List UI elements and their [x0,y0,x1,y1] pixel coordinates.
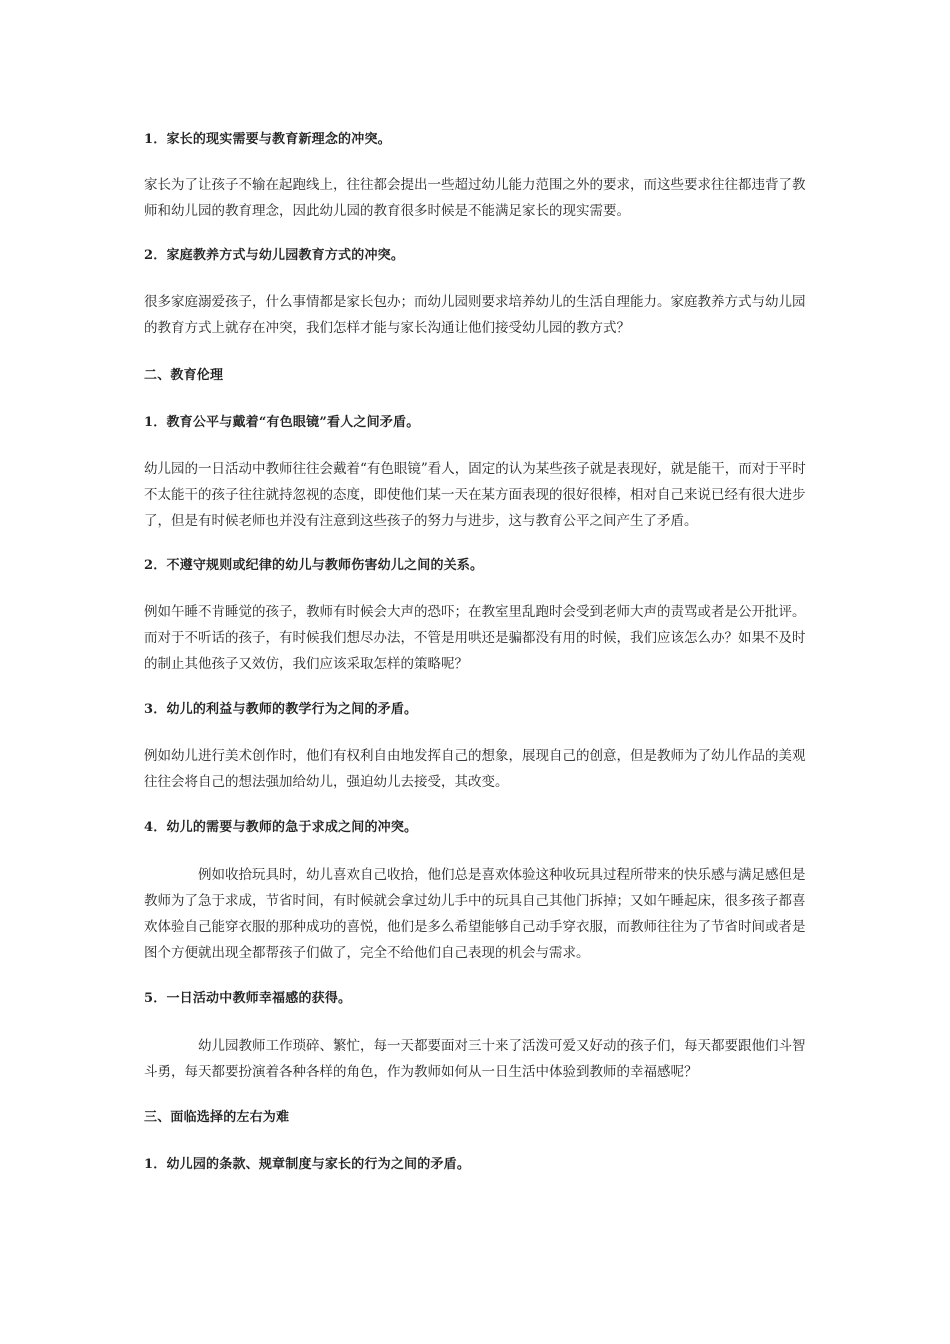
heading-family-parenting-conflict: 2．家庭教养方式与幼儿园教育方式的冲突。 [144,248,405,263]
para-interest-teaching: 例如幼儿进行美术创作时，他们有权利自由地发挥自己的想象，展现自己的创意，但是教师为了幼儿作品的美观往往会将自己的想法强加给幼儿，强迫幼儿去接受，其改变。 [144,748,806,790]
para-rules-harm: 例如午睡不肯睡觉的孩子，教师有时候会大声的恐吓；在教室里乱跑时会受到老师大声的责骂或者是公开批评。而对于不听话的孩子，有时候我们想尽办法，不管是用哄还是骗都没有用的时候，我们应该怎么办？如果不及时的制止其他孩子又效仿，我们应该采取怎样的策略呢？ [144,604,806,672]
heading-rules-harm: 2．不遵守规则或纪律的幼儿与教师伤害幼儿之间的关系。 [144,558,484,573]
heading-rules-parent-behavior: 1．幼儿园的条款、规章制度与家长的行为之间的矛盾。 [144,1157,471,1172]
para-parent-needs: 家长为了让孩子不输在起跑线上，往往都会提出一些超过幼儿能力范围之外的要求，而这些要求往往都违背了教师和幼儿园的教育理念，因此幼儿园的教育很多时候是不能满足家长的现实需要。 [144,177,806,219]
heading-section-education-ethics: 二、教育伦理 [144,368,224,383]
para-family-parenting: 很多家庭溺爱孩子，什么事情都是家长包办；而幼儿园则要求培养幼儿的生活自理能力。家庭教养方式与幼儿园的教育方式上就存在冲突，我们怎样才能与家长沟通让他们接受幼儿园的教方式？ [144,294,806,336]
heading-parent-needs-conflict: 1．家长的现实需要与教育新理念的冲突。 [144,132,391,147]
para-teacher-happiness: 幼儿园教师工作琐碎、繁忙，每一天都要面对三十来了活泼可爱又好动的孩子们，每天都要跟他们斗智斗勇，每天都要扮演着各种各样的角色，作为教师如何从一日生活中体验到教师的幸福感呢？ [144,1038,806,1080]
heading-fairness-bias: 1．教育公平与戴着“有色眼镜”看人之间矛盾。 [144,415,420,430]
heading-interest-teaching: 3．幼儿的利益与教师的教学行为之间的矛盾。 [144,702,418,717]
heading-section-dilemma: 三、面临选择的左右为难 [144,1110,290,1125]
para-needs-haste: 例如收拾玩具时，幼儿喜欢自己收拾，他们总是喜欢体验这种收玩具过程所带来的快乐感与满足感但是教师为了急于求成，节省时间，有时候就会拿过幼儿手中的玩具自己其他门拆掉；又如午睡起床，很多孩子都喜欢体验自己能穿衣服的那种成功的喜悦，他们是多么希望能够自己动手穿衣服，而教师往往为了节省时间或者是图个方便就出现全都帮孩子们做了，完全不给他们自己表现的机会与需求。 [144,867,806,961]
heading-teacher-happiness: 5．一日活动中教师幸福感的获得。 [144,991,352,1006]
para-fairness-bias: 幼儿园的一日活动中教师往往会戴着“有色眼镜”看人，固定的认为某些孩子就是表现好，就是能干，而对于平时不太能干的孩子往往就持忽视的态度，即使他们某一天在某方面表现的很好很棒，相对自己来说已经有很大进步了，但是有时候老师也并没有注意到这些孩子的努力与进步，这与教育公平之间产生了矛盾。 [144,461,806,529]
heading-needs-haste: 4．幼儿的需要与教师的急于求成之间的冲突。 [144,820,418,835]
